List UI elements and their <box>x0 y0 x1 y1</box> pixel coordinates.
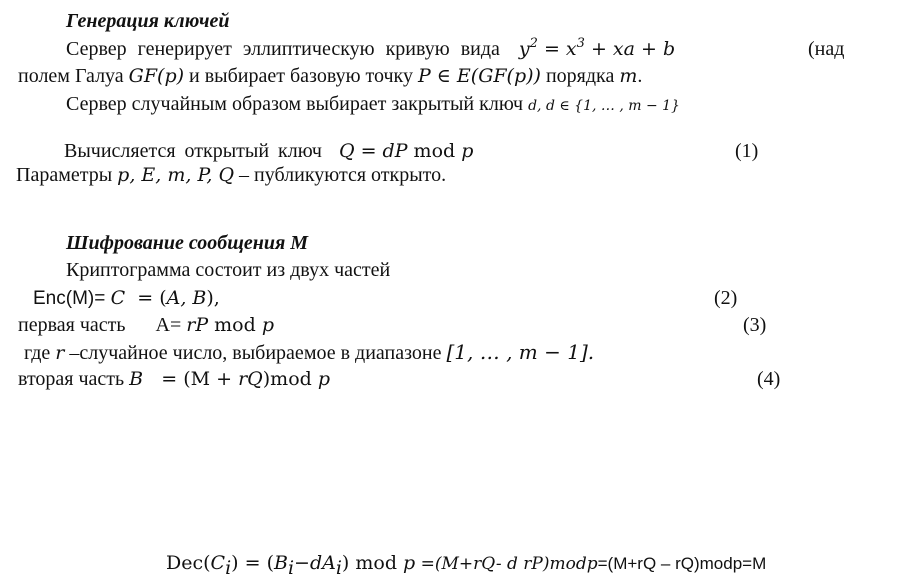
encryption-line-5: вторая часть B = (M + rQ)mod p <box>18 368 331 390</box>
keygen-line-1-tail: (над <box>808 38 845 60</box>
keygen-line-3: Сервер случайным образом выбирает закрытый ключ d, d ∈ {1, … , m − 1} <box>66 93 680 115</box>
encryption-line-1: Криптограмма состоит из двух частей <box>66 259 391 281</box>
decryption-formula: $Dec(C_i) = (B_i-dA_i)$ mod p =(M+rQ- d rP)modp=(M+rQ – rQ)modp=M <box>166 552 767 579</box>
equation-number-4: (4) <box>757 368 781 390</box>
curve-equation: $y^2 = x^3$ + xa + b <box>518 36 676 60</box>
keygen-line-5: Параметры p, E, m, P, Q – публикуются открыто. <box>16 164 447 186</box>
equation-number-3: (3) <box>743 314 767 336</box>
encryption-line-3: первая часть A= rP mod p <box>18 314 274 336</box>
encryption-line-4: где r –случайное число, выбираемое в диапазоне [1, … , m − 1]. <box>24 340 595 364</box>
keygen-line-1-text: Сервер генерирует эллиптическую кривую вида <box>66 38 500 60</box>
keygen-line-2: полем Галуа GF(p) и выбирает базовую точку P ∈ E(GF(p)) порядка m. <box>18 65 643 87</box>
equation-number-1: (1) <box>735 140 759 162</box>
keygen-heading: Генерация ключей <box>66 10 230 32</box>
equation-number-2: (2) <box>714 287 738 309</box>
keygen-line-1 <box>66 37 856 61</box>
encryption-heading: Шифрование сообщения M <box>66 232 309 254</box>
encryption-line-2: Enc(M)= C = (A, B), <box>33 287 220 309</box>
keygen-line-4: Вычисляется открытый ключ Q = dP mod p <box>64 140 474 162</box>
